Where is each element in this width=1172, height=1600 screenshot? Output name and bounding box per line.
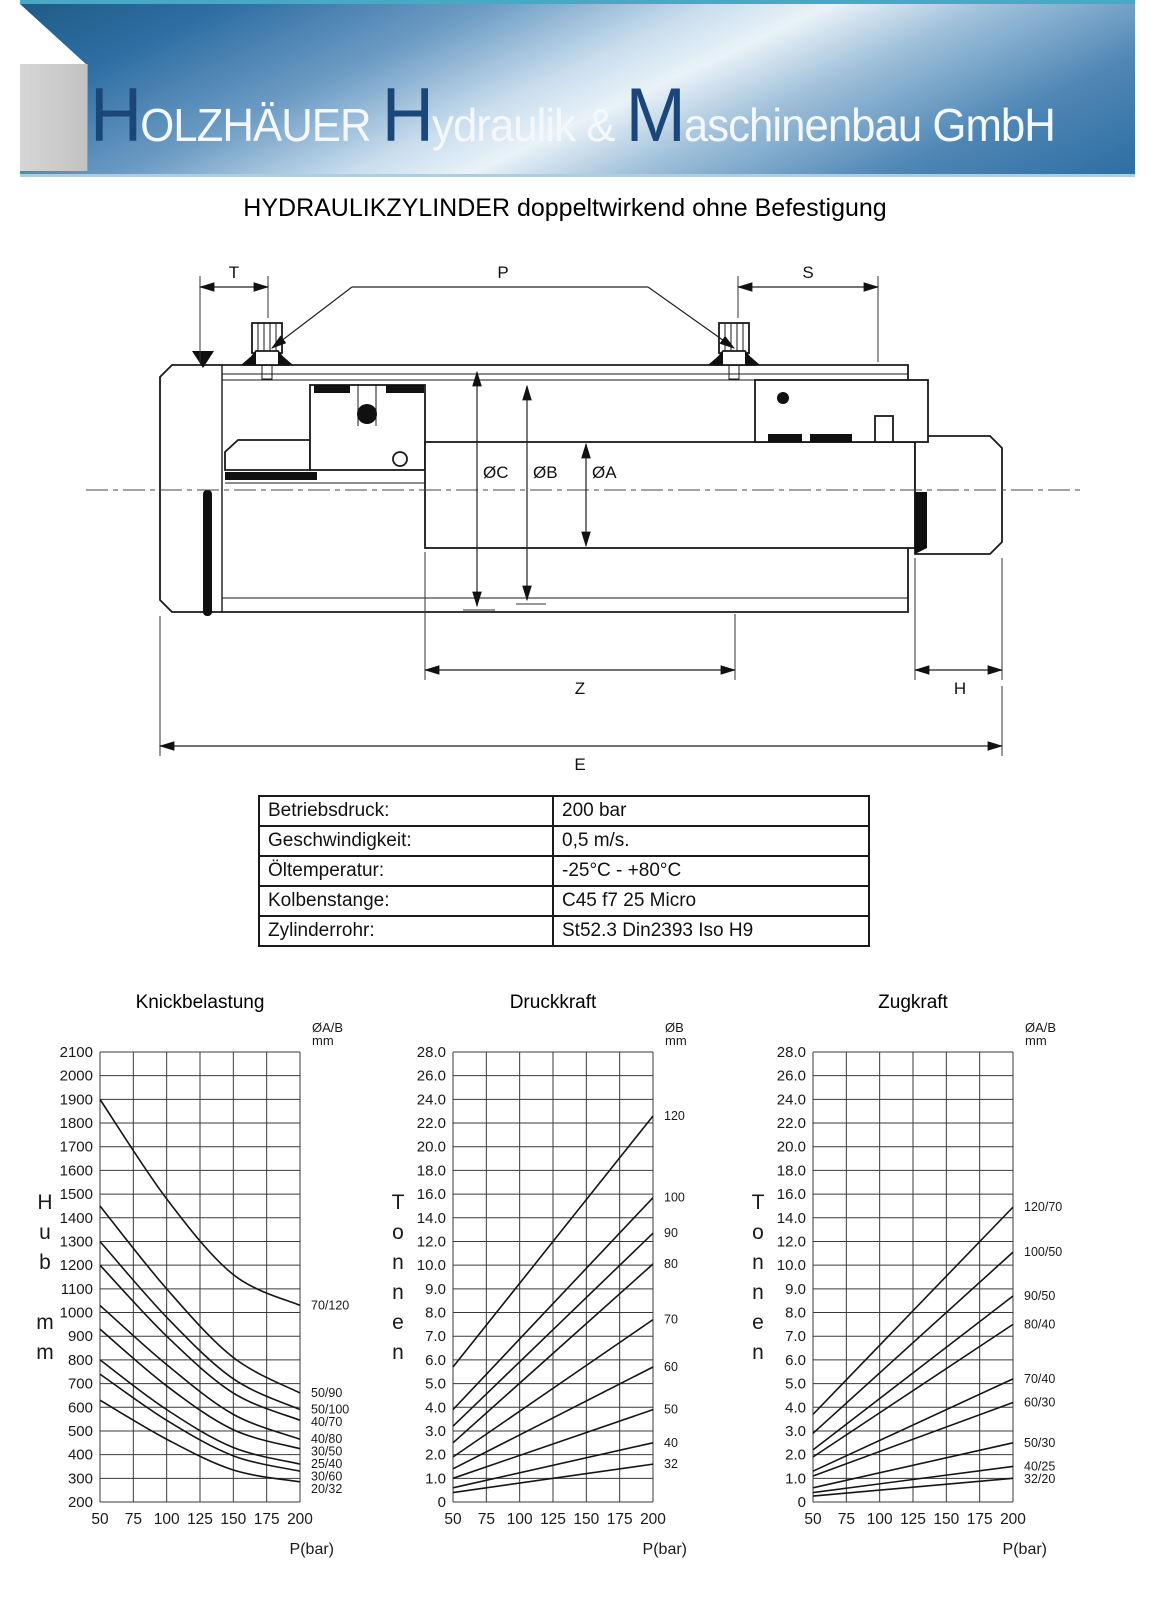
y-axis-letter: n [392,1251,404,1274]
y-axis-letter: T [391,1191,405,1214]
y-tick-label: 18.0 [416,1162,446,1180]
right-axis-header: mm [312,1033,334,1048]
y-tick-label: 1.0 [785,1470,806,1488]
x-tick-label: 150 [573,1511,600,1528]
logo-initial-h2: H [381,73,433,158]
curve-label: 120/70 [1024,1200,1063,1215]
x-tick-label: 100 [866,1511,893,1528]
y-tick-label: 6.0 [425,1351,446,1369]
dim-label-oa: ØA [592,463,617,482]
company-logo-banner [20,0,1135,177]
curve-label: 40/70 [311,1415,343,1430]
y-tick-label: 6.0 [785,1351,806,1369]
y-tick-label: 4.0 [425,1399,446,1417]
y-tick-label: 2.0 [785,1446,806,1464]
y-tick-label: 16.0 [776,1186,806,1204]
y-axis-letter: n [752,1281,764,1304]
y-tick-label: 18.0 [776,1162,806,1180]
y-axis-letter: u [39,1221,51,1244]
y-tick-label: 1900 [59,1091,93,1109]
grid [453,1052,653,1502]
logo-word-maschinenbau: aschinenbau GmbH [683,99,1055,151]
right-axis-header: mm [1025,1033,1047,1048]
y-tick-label: 4.0 [785,1399,806,1417]
y-axis-letter: m [36,1311,54,1334]
y-tick-label: 700 [67,1375,93,1393]
x-tick-label: 50 [804,1511,822,1528]
x-tick-label: 75 [124,1511,142,1528]
x-tick-label: 175 [966,1511,993,1528]
y-axis-letter: o [752,1221,764,1244]
curve-label: 70 [664,1312,678,1327]
curve-label: 50/90 [311,1386,343,1401]
x-tick-label: 100 [153,1511,180,1528]
y-tick-label: 0 [797,1494,806,1511]
y-tick-label: 900 [67,1328,93,1346]
y-tick-label: 12.0 [776,1233,806,1251]
y-axis-letter: H [37,1191,53,1214]
grid [813,1052,1013,1502]
y-tick-label: 2000 [59,1067,93,1085]
y-tick-label: 10.0 [776,1257,806,1275]
dim-label-s: S [802,263,814,282]
logo-roof-shape [20,4,88,66]
x-tick-label: 100 [506,1511,533,1528]
y-tick-label: 2100 [59,1044,93,1061]
y-tick-label: 1000 [59,1304,93,1322]
specs-table [258,795,870,947]
y-tick-label: 5.0 [425,1375,446,1393]
y-tick-label: 3.0 [785,1422,806,1440]
spec-value: C45 f7 25 Micro [553,886,869,916]
y-tick-label: 24.0 [416,1091,446,1109]
x-axis-title: P(bar) [289,1541,334,1558]
chart-canvas [5,1016,367,1572]
x-tick-label: 150 [933,1511,960,1528]
y-tick-label: 3.0 [425,1422,446,1440]
y-axis-letter: o [392,1221,404,1244]
curve-label: 32 [664,1457,678,1472]
curve-label: 120 [664,1108,685,1123]
y-axis-letter: m [36,1341,54,1364]
y-tick-label: 22.0 [416,1115,446,1133]
piston-rod [425,436,1002,554]
x-axis-title: P(bar) [1002,1541,1047,1558]
spec-value: 200 bar [553,796,869,826]
y-tick-label: 9.0 [425,1280,446,1298]
x-tick-label: 200 [640,1511,666,1528]
curve-label: 32/20 [1024,1471,1056,1486]
logo-gray-column [20,64,88,171]
y-axis-letter: n [392,1281,404,1304]
logo-initial-m: M [625,73,684,158]
chart-zugkraft [718,992,1080,1572]
y-tick-label: 20.0 [416,1138,446,1156]
logo-initial-h1: H [90,73,141,158]
y-tick-label: 1800 [59,1115,93,1133]
right-axis-header: ØA/B [312,1020,344,1035]
chart-druckkraft [358,992,720,1572]
curve-label: 20/32 [311,1482,343,1497]
curve-label: 25/40 [311,1457,343,1472]
spec-label: Geschwindigkeit: [259,826,553,856]
curve-label: 60/30 [1024,1395,1056,1410]
y-tick-label: 600 [67,1399,93,1417]
dim-label-h: H [953,679,967,698]
x-tick-label: 175 [253,1511,280,1528]
x-tick-label: 175 [606,1511,633,1528]
spec-label: Zylinderrohr: [259,916,553,946]
dim-label-oc: ØC [483,463,509,482]
x-tick-label: 200 [1000,1511,1026,1528]
curve-label: 80/40 [1024,1317,1056,1332]
curve-label: 30/60 [311,1469,343,1484]
y-tick-label: 14.0 [416,1209,446,1227]
y-tick-label: 7.0 [785,1328,806,1346]
y-tick-label: 14.0 [776,1209,806,1227]
y-tick-label: 1.0 [425,1470,446,1488]
company-name [90,73,1055,158]
y-axis-letter: n [392,1341,404,1364]
y-tick-label: 200 [67,1494,93,1511]
y-axis-letter: n [752,1341,764,1364]
page-title: HYDRAULIKZYLINDER doppeltwirkend ohne Befestigung [243,194,887,222]
y-tick-label: 26.0 [416,1067,446,1085]
y-axis-letter: T [751,1191,765,1214]
chart-knickbelastung [5,992,367,1572]
curve-label: 80 [664,1256,678,1271]
x-tick-label: 75 [837,1511,855,1528]
y-tick-label: 2.0 [425,1446,446,1464]
x-tick-label: 75 [477,1511,495,1528]
curve-label: 50/30 [1024,1435,1056,1450]
spec-value: 0,5 m/s. [553,826,869,856]
y-tick-label: 8.0 [785,1304,806,1322]
y-tick-label: 7.0 [425,1328,446,1346]
rod-gland [755,380,928,442]
y-tick-label: 24.0 [776,1091,806,1109]
y-tick-label: 1400 [59,1209,93,1227]
curve-label: 100 [664,1190,685,1205]
y-tick-label: 1200 [59,1257,93,1275]
y-tick-label: 28.0 [776,1044,806,1061]
x-tick-label: 125 [540,1511,566,1528]
x-tick-label: 125 [900,1511,926,1528]
curve-label: 50/100 [311,1402,350,1417]
y-tick-label: 300 [67,1470,93,1488]
y-tick-label: 10.0 [416,1257,446,1275]
y-tick-label: 5.0 [785,1375,806,1393]
y-tick-label: 8.0 [425,1304,446,1322]
curve-label: 60 [664,1360,678,1374]
spec-label: Kolbenstange: [259,886,553,916]
chart-title: Knickbelastung [135,992,265,1013]
curve-label: 40/80 [311,1432,343,1447]
y-tick-label: 500 [67,1422,93,1440]
y-tick-label: 28.0 [416,1044,446,1061]
x-axis-title: P(bar) [642,1541,687,1558]
dim-label-e: E [574,755,586,774]
y-axis-letter: e [752,1311,764,1334]
x-tick-label: 50 [444,1511,462,1528]
y-tick-label: 20.0 [776,1138,806,1156]
y-tick-label: 1500 [59,1186,93,1204]
curve-label: 50 [664,1402,678,1417]
y-tick-label: 12.0 [416,1233,446,1251]
dim-label-ob: ØB [533,463,558,482]
dim-label-z: Z [574,679,586,698]
curve-label: 30/50 [311,1444,343,1459]
y-tick-label: 16.0 [416,1186,446,1204]
y-axis-letter: b [39,1251,51,1274]
curve-label: 40/25 [1024,1459,1056,1474]
curve-label: 90 [664,1226,678,1241]
curve-label: 40 [664,1435,678,1450]
table-row [259,886,869,916]
chart-canvas [358,1016,720,1572]
y-tick-label: 800 [67,1351,93,1369]
chart-title: Zugkraft [878,992,948,1013]
y-tick-label: 400 [67,1446,93,1464]
dim-label-t: T [228,263,240,282]
y-tick-label: 1700 [59,1138,93,1156]
curve-label: 70/40 [1024,1371,1056,1386]
y-tick-label: 0 [437,1494,446,1511]
y-tick-label: 22.0 [776,1115,806,1133]
curve-label: 70/120 [311,1298,350,1313]
logo-word-holzhaeuer: OLZHÄUER [140,99,382,151]
curve-label: 100/50 [1024,1245,1063,1260]
right-axis-header: ØA/B [1025,1020,1057,1035]
chart-canvas [718,1016,1080,1572]
y-tick-label: 26.0 [776,1067,806,1085]
table-row [259,796,869,826]
cylinder-technical-drawing [80,256,1090,796]
x-tick-label: 150 [220,1511,247,1528]
curve-label: 90/50 [1024,1288,1056,1303]
spec-label: Öltemperatur: [259,856,553,886]
y-axis-letter: e [392,1311,404,1334]
y-axis-letter: n [752,1251,764,1274]
table-row [259,916,869,946]
right-axis-header: ØB [665,1020,684,1035]
spec-value: St52.3 Din2393 Iso H9 [553,916,869,946]
dim-label-p: P [497,263,509,282]
y-tick-label: 1100 [60,1280,93,1298]
x-tick-label: 125 [187,1511,213,1528]
y-tick-label: 1300 [59,1233,93,1251]
spec-value: -25°C - +80°C [553,856,869,886]
table-row [259,856,869,886]
x-tick-label: 50 [91,1511,109,1528]
logo-word-hydraulik: ydraulik & [432,99,626,151]
table-row [259,826,869,856]
right-axis-header: mm [665,1033,687,1048]
y-tick-label: 9.0 [785,1280,806,1298]
y-tick-label: 1600 [59,1162,93,1180]
spec-label: Betriebsdruck: [259,796,553,826]
chart-title: Druckkraft [509,992,597,1013]
x-tick-label: 200 [287,1511,313,1528]
